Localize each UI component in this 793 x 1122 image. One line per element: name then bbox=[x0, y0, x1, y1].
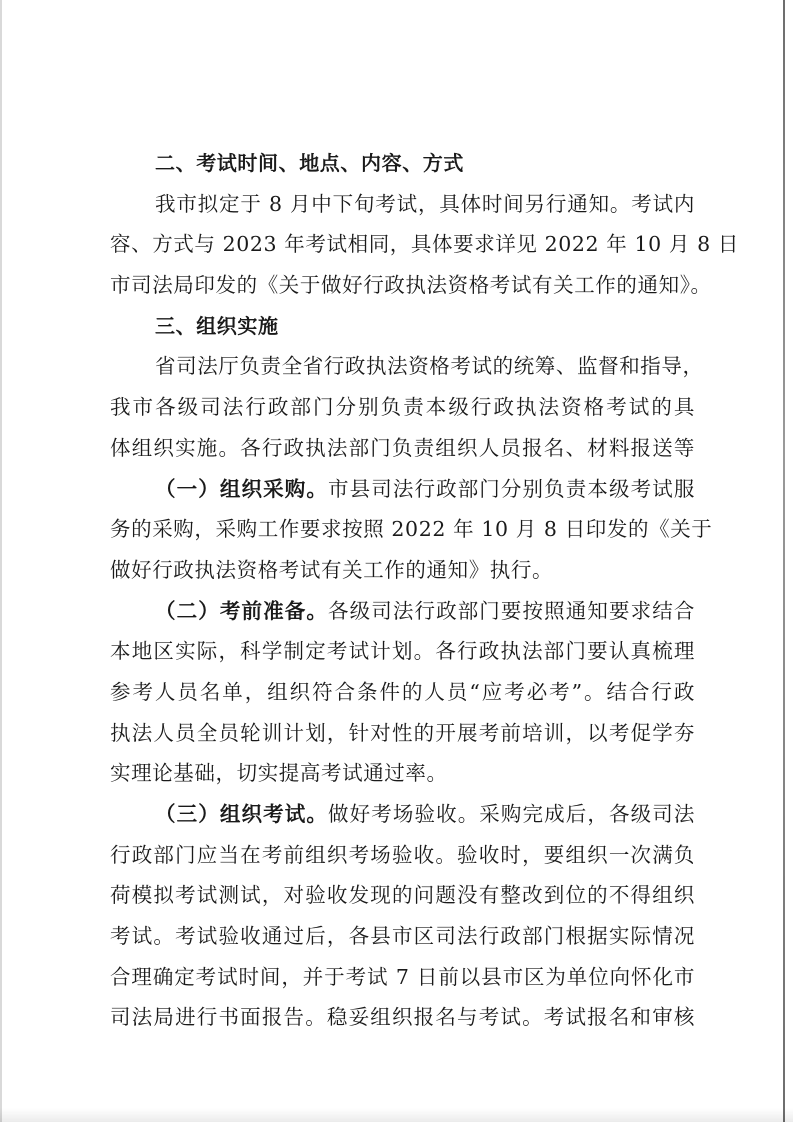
paragraph-line: 考试。考试验收通过后，各县市区司法行政部门根据实际情况 bbox=[110, 924, 695, 949]
paragraph-line: 市司法局印发的《关于做好行政执法资格考试有关工作的通知》。 bbox=[110, 273, 712, 298]
item-preparation-lead: （二）考前准备。 bbox=[155, 598, 328, 623]
page-bottom-shade bbox=[0, 1108, 793, 1122]
paragraph-line: 容、方式与 2023 年考试相同，具体要求详见 2022 年 10 月 8 日 bbox=[110, 232, 739, 257]
item-procurement-text: 市县司法行政部门分别负责本级考试服 bbox=[327, 476, 695, 501]
item-preparation-text: 各级司法行政部门要按照通知要求结合 bbox=[327, 598, 695, 623]
item-exam-first-line bbox=[110, 794, 695, 835]
document-body bbox=[110, 143, 739, 1038]
item-procurement-lead: （一）组织采购。 bbox=[155, 476, 328, 501]
paragraph-line: 司法局进行书面报告。稳妥组织报名与考试。考试报名和审核 bbox=[110, 1005, 695, 1030]
item-procurement-first-line bbox=[110, 469, 695, 510]
paragraph-line: 我市拟定于 8 月中下旬考试，具体时间另行通知。考试内 bbox=[155, 191, 695, 216]
paragraph-line: 执法人员全员轮训计划，针对性的开展考前培训，以考促学夯 bbox=[110, 720, 695, 745]
paragraph-line: 省司法厅负责全省行政执法资格考试的统筹、监督和指导， bbox=[155, 354, 704, 379]
section-heading-exam-time: 二、考试时间、地点、内容、方式 bbox=[155, 151, 464, 175]
paragraph-line: 做好行政执法资格考试有关工作的通知》执行。 bbox=[110, 557, 554, 582]
item-preparation-first-line bbox=[110, 591, 695, 632]
item-exam-text: 做好考场验收。采购完成后，各级司法 bbox=[327, 802, 695, 826]
paragraph-line: 参考人员名单，组织符合条件的人员“应考必考”。结合行政 bbox=[110, 679, 695, 704]
section-heading-organization: 三、组织实施 bbox=[155, 313, 279, 338]
paragraph-line: 实理论基础，切实提高考试通过率。 bbox=[110, 761, 448, 786]
paragraph-line: 我市各级司法行政部门分别负责本级行政执法资格考试的具 bbox=[110, 395, 695, 420]
paragraph-line: 体组织实施。各行政执法部门负责组织人员报名、材料报送等 bbox=[110, 435, 695, 460]
paragraph-line: 行政部门应当在考前组织考场验收。验收时，要组织一次满负 bbox=[110, 842, 695, 867]
paragraph-line: 荷模拟考试测试，对验收发现的问题没有整改到位的不得组织 bbox=[110, 883, 695, 908]
paragraph-line: 合理确定考试时间，并于考试 7 日前以县市区为单位向怀化市 bbox=[110, 964, 695, 989]
item-exam-lead: （三）组织考试。 bbox=[155, 802, 328, 826]
paragraph-line: 务的采购，采购工作要求按照 2022 年 10 月 8 日印发的《关于 bbox=[110, 517, 713, 542]
page-left-edge bbox=[0, 0, 2, 1122]
page-right-edge bbox=[783, 0, 785, 1122]
paragraph-line: 本地区实际，科学制定考试计划。各行政执法部门要认真梳理 bbox=[110, 639, 695, 664]
